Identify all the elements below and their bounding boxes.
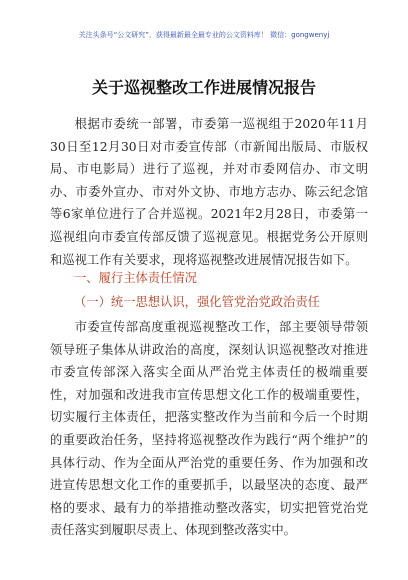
section-heading-1: 一、履行主体责任情况	[74, 271, 197, 285]
subsection-heading-1: （一）统一思想认识，强化管党治党政治责任	[74, 295, 320, 309]
intro-paragraph: 根据市委统一部署，市委第一巡视组于2020年11月30日至12月30日对市委宣传部（市新闻出版局、市版权局、市电影局）进行了巡视，并对市委网信办、市文明办、市委外宣办、市对外文协、市地方志办、陈云纪念馆等6家单位进行了合并巡视。2021年2月28日，市委第一巡视组向市委宣传部反馈了巡视意见。根据党务公开原则和巡视工作有关要求，现将巡视整改进展情况报告如下。	[50, 117, 368, 267]
document-title: 关于巡视整改工作进展情况报告	[91, 78, 316, 97]
promo-banner: 关注头条号“公文研究”，获得最新最全最专业的公文资料库！ 微信：gongwenyj	[78, 31, 330, 39]
body-paragraph: 市委宣传部高度重视巡视整改工作，部主要领导带领领导班子集体从讲政治的高度，深刻认识巡视整改对推进市委宣传部深入落实全面从严治党主体责任的极端重要性，对加强和改进我市宣传思想文化工作的极端重要性，切实履行主体责任，把落实整改作为当前和今后一个时期的重要政治任务，坚持将巡视整改作为践行“两个维护”的具体行动、作为全面从严治党的重要任务、作为加强和改进宣传思想文化工作的重要抓手，以最坚决的态度、最严格的要求、最有力的举措推动整改落实，切实把管党治党责任落实到履职尽责上、体现到整改落实中。	[50, 320, 368, 538]
